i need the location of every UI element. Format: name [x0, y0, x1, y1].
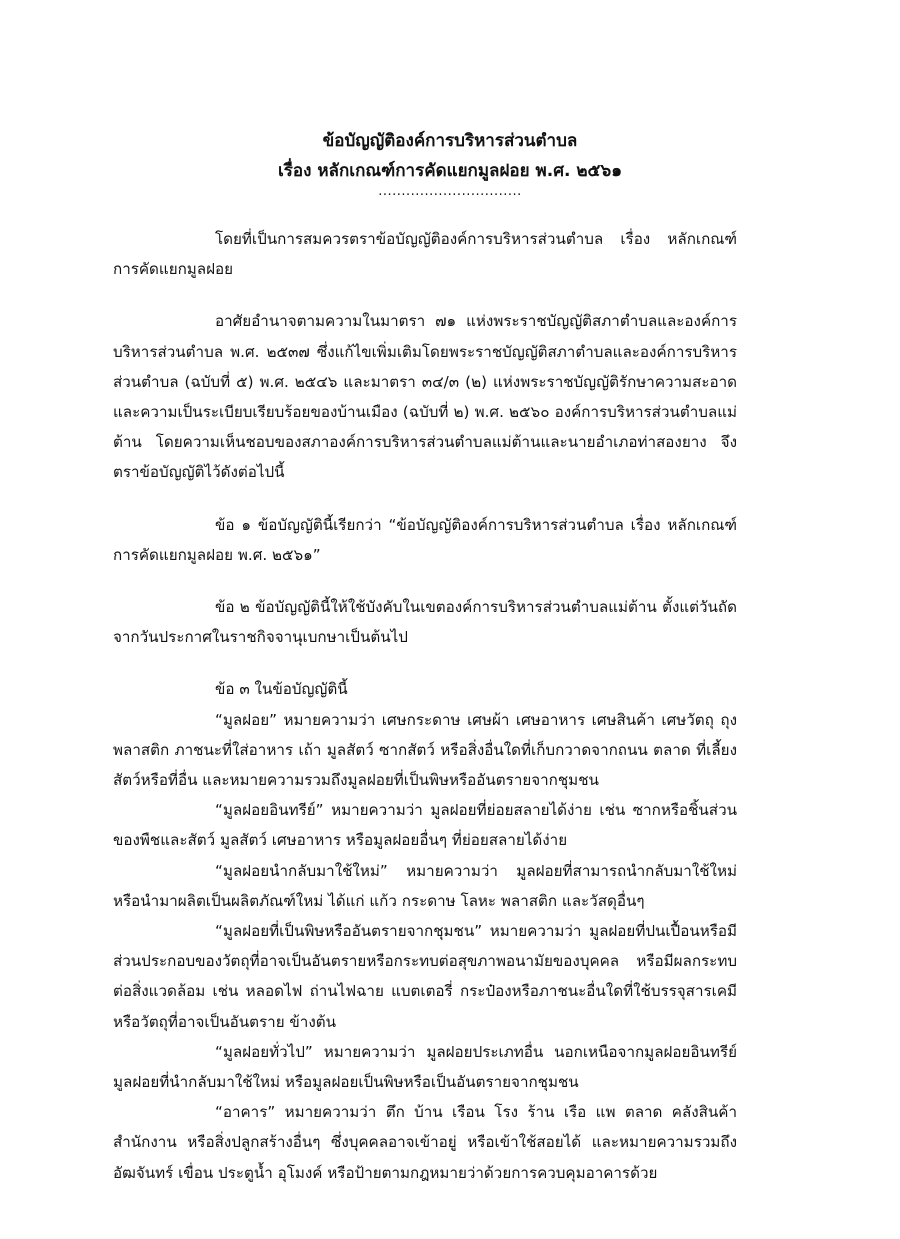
- clause-3-heading: ข้อ ๓ ในข้อบัญญัตินี้: [215, 680, 348, 699]
- preamble-paragraph: โดยที่เป็นการสมควรตราข้อบัญญัติองค์การบริหารส่วนตำบล เรื่อง หลักเกณฑ์การคัดแยกมูลฝอย: [113, 230, 737, 279]
- authority-paragraph: อาศัยอำนาจตามความในมาตรา ๗๑ แห่งพระราชบัญญัติสภาตำบลและองค์การบริหารส่วนตำบล พ.ศ. ๒๕๓๗ ซึ่งแก้ไขเพิ่มเติมโดยพระราชบัญญัติสภาตำบลและองค์การบริหารส่วนตำบล (ฉบับที่ ๕) พ.ศ. ๒๕๔๖ และมาตรา ๓๔/๓ (๒) แห่งพระราชบัญญัติรักษาความสะอาดและความเป็นระเบียบเรียบร้อยของบ้านเมือง (ฉบับที่ ๒) พ.ศ. ๒๕๖๐ องค์การบริหารส่วนตำบลแม่ต้าน โดยความเห็นชอบของสภาองค์การบริหารส่วนตำบลแม่ต้านและนายอำเภอท่าสองยาง จึงตราข้อบัญญัติไว้ดังต่อไปนี้: [113, 312, 737, 482]
- definition-organic-waste: “มูลฝอยอินทรีย์” หมายความว่า มูลฝอยที่ย่อยสลายได้ง่าย เช่น ซากหรือชิ้นส่วนของพืชและสัตว์ มูลสัตว์ เศษอาหาร หรือมูลฝอยอื่นๆ ที่ย่อยสลายได้ง่าย: [113, 801, 737, 850]
- definition-hazardous-waste: “มูลฝอยที่เป็นพิษหรืออันตรายจากชุมชน” หมายความว่า มูลฝอยที่ปนเปื้อนหรือมีส่วนประกอบของวัตถุที่อาจเป็นอันตรายหรือกระทบต่อสุขภาพอนามัยของบุคคล หรือมีผลกระทบต่อสิ่งแวดล้อม เช่น หลอดไฟ ถ่านไฟฉาย แบตเตอรี่ กระป๋องหรือภาชนะอื่นใดที่ใช้บรรจุสารเคมี หรือวัตถุที่อาจเป็นอันตราย ข้างต้น: [113, 922, 737, 1031]
- document-title: [0, 126, 900, 186]
- clause-2: ข้อ ๒ ข้อบัญญัตินี้ให้ใช้บังคับในเขตองค์การบริหารส่วนตำบลแม่ต้าน ตั้งแต่วันถัดจากวันประกาศในราชกิจจานุเบกษาเป็นต้นไป: [113, 598, 737, 647]
- definition-waste: “มูลฝอย” หมายความว่า เศษกระดาษ เศษผ้า เศษอาหาร เศษสินค้า เศษวัตถุ ถุงพลาสติก ภาชนะที่ใส่อาหาร เถ้า มูลสัตว์ ซากสัตว์ หรือสิ่งอื่นใดที่เก็บกวาดจากถนน ตลาด ที่เลี้ยงสัตว์หรือที่อื่น และหมายความรวมถึงมูลฝอยที่เป็นพิษหรืออันตรายจากชุมชน: [113, 710, 737, 790]
- definition-recyclable-waste: “มูลฝอยนำกลับมาใช้ใหม่” หมายความว่า มูลฝอยที่สามารถนำกลับมาใช้ใหม่หรือนำมาผลิตเป็นผลิตภัณฑ์ใหม่ ได้แก่ แก้ว กระดาษ โลหะ พลาสติก และวัสดุอื่นๆ: [113, 861, 737, 910]
- definition-building: “อาคาร” หมายความว่า ตึก บ้าน เรือน โรง ร้าน เรือ แพ ตลาด คลังสินค้า สำนักงาน หรือสิ่งปลูกสร้างอื่นๆ ซึ่งบุคคลอาจเข้าอยู่ หรือเข้าใช้สอยได้ และหมายความรวมถึงอัฒจันทร์ เขื่อน ประตูน้ำ อุโมงค์ หรือป้ายตามกฎหมายว่าด้วยการควบคุมอาคารด้วย: [113, 1103, 737, 1182]
- title-separator: ...............................: [378, 184, 522, 199]
- definition-general-waste: “มูลฝอยทั่วไป” หมายความว่า มูลฝอยประเภทอื่น นอกเหนือจากมูลฝอยอินทรีย์ มูลฝอยที่นำกลับมาใช้ใหม่ หรือมูลฝอยเป็นพิษหรือเป็นอันตรายจากชุมชน: [113, 1042, 737, 1092]
- document-body: [113, 224, 737, 1188]
- clause-1: ข้อ ๑ ข้อบัญญัตินี้เรียกว่า “ข้อบัญญัติองค์การบริหารส่วนตำบล เรื่อง หลักเกณฑ์การคัดแยกมูลฝอย พ.ศ. ๒๕๖๑”: [113, 515, 737, 564]
- title-line-1: ข้อบัญญัติองค์การบริหารส่วนตำบล: [322, 131, 578, 151]
- title-line-2: เรื่อง หลักเกณฑ์การคัดแยกมูลฝอย พ.ศ. ๒๕๖๑: [277, 161, 623, 181]
